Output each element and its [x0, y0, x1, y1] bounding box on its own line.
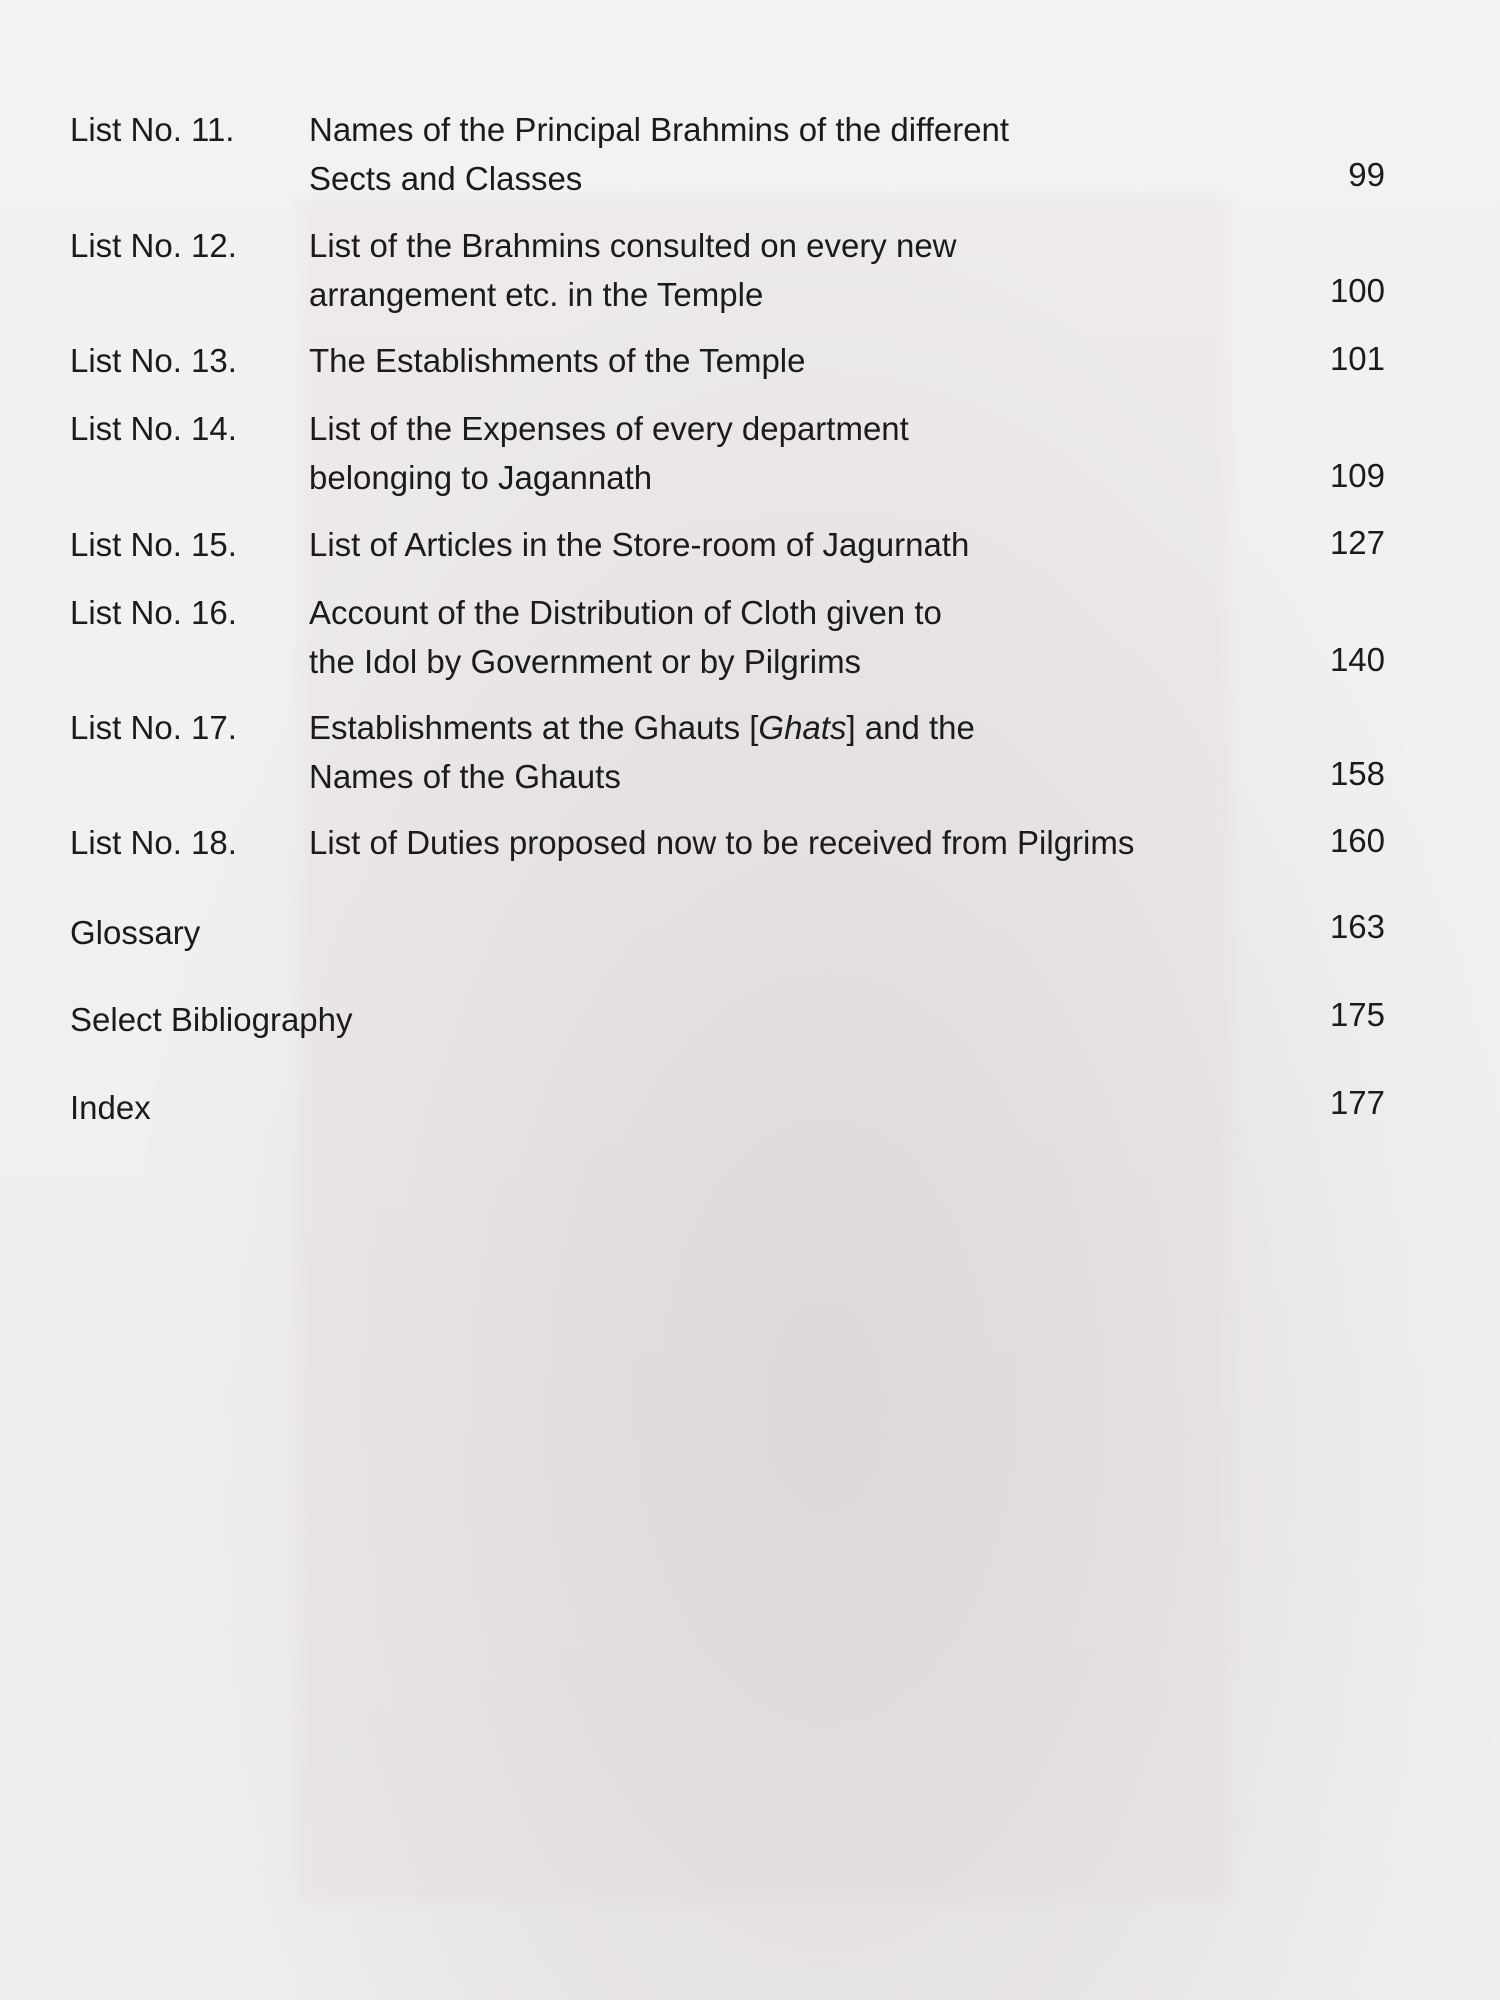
entry-page-number: 101: [1329, 340, 1385, 377]
entry-page-number: 99: [1348, 156, 1385, 193]
entry-label: List No. 11.: [70, 111, 235, 148]
entry-title-line: the Idol by Government or by Pilgrims: [309, 643, 862, 680]
entry-page-number: 160: [1329, 822, 1385, 859]
entry-page-number: 109: [1329, 457, 1385, 494]
entry-page-number: 163: [1329, 908, 1385, 945]
entry-title-line: Sects and Classes: [309, 160, 583, 197]
entry-title: [309, 221, 1229, 319]
entry-page-number: 175: [1329, 996, 1385, 1033]
entry-title-line: Names of the Principal Brahmins of the different: [309, 111, 1010, 148]
entry-title-line: belonging to Jagannath: [309, 459, 653, 496]
entry-label: Index: [70, 1089, 151, 1126]
entry-label: Select Bibliography: [70, 1001, 353, 1038]
entry-title: [309, 105, 1229, 203]
entry-label: List No. 18.: [70, 824, 237, 861]
entry-title-line: List of Duties proposed now to be received from Pilgrims: [309, 824, 1135, 861]
entry-label: List No. 12.: [70, 227, 237, 264]
entry-label: Glossary: [70, 914, 201, 951]
entry-title-text: Establishments at the Ghauts [: [309, 709, 759, 746]
entry-title: [309, 404, 1229, 502]
entry-title: [309, 818, 1229, 867]
entry-title: [309, 520, 1229, 569]
entry-label: List No. 16.: [70, 594, 237, 631]
entry-title: [309, 703, 1229, 801]
entry-page-number: 158: [1329, 755, 1385, 792]
entry-title-text: ] and the: [846, 709, 975, 746]
entry-title-line: [309, 703, 1229, 752]
entry-title: [309, 336, 1229, 385]
entry-label: List No. 13.: [70, 342, 237, 379]
entry-page-number: 100: [1329, 272, 1385, 309]
entry-title-line: List of the Expenses of every department: [309, 410, 909, 447]
entry-title-italic: Ghats: [758, 709, 847, 746]
entry-title-line: Account of the Distribution of Cloth given to: [309, 594, 942, 631]
entry-label: List No. 14.: [70, 410, 237, 447]
entry-title-line: List of Articles in the Store-room of Jagurnath: [309, 526, 970, 563]
entry-page-number: 177: [1329, 1084, 1385, 1121]
entry-title-line: arrangement etc. in the Temple: [309, 276, 764, 313]
entry-title-line: Names of the Ghauts: [309, 758, 621, 795]
entry-title: [309, 588, 1229, 686]
entry-title-line: List of the Brahmins consulted on every new: [309, 227, 957, 264]
entry-page-number: 127: [1329, 524, 1385, 561]
entry-title-line: The Establishments of the Temple: [309, 342, 806, 379]
entry-page-number: 140: [1329, 641, 1385, 678]
entry-label: List No. 17.: [70, 709, 237, 746]
entry-label: List No. 15.: [70, 526, 237, 563]
